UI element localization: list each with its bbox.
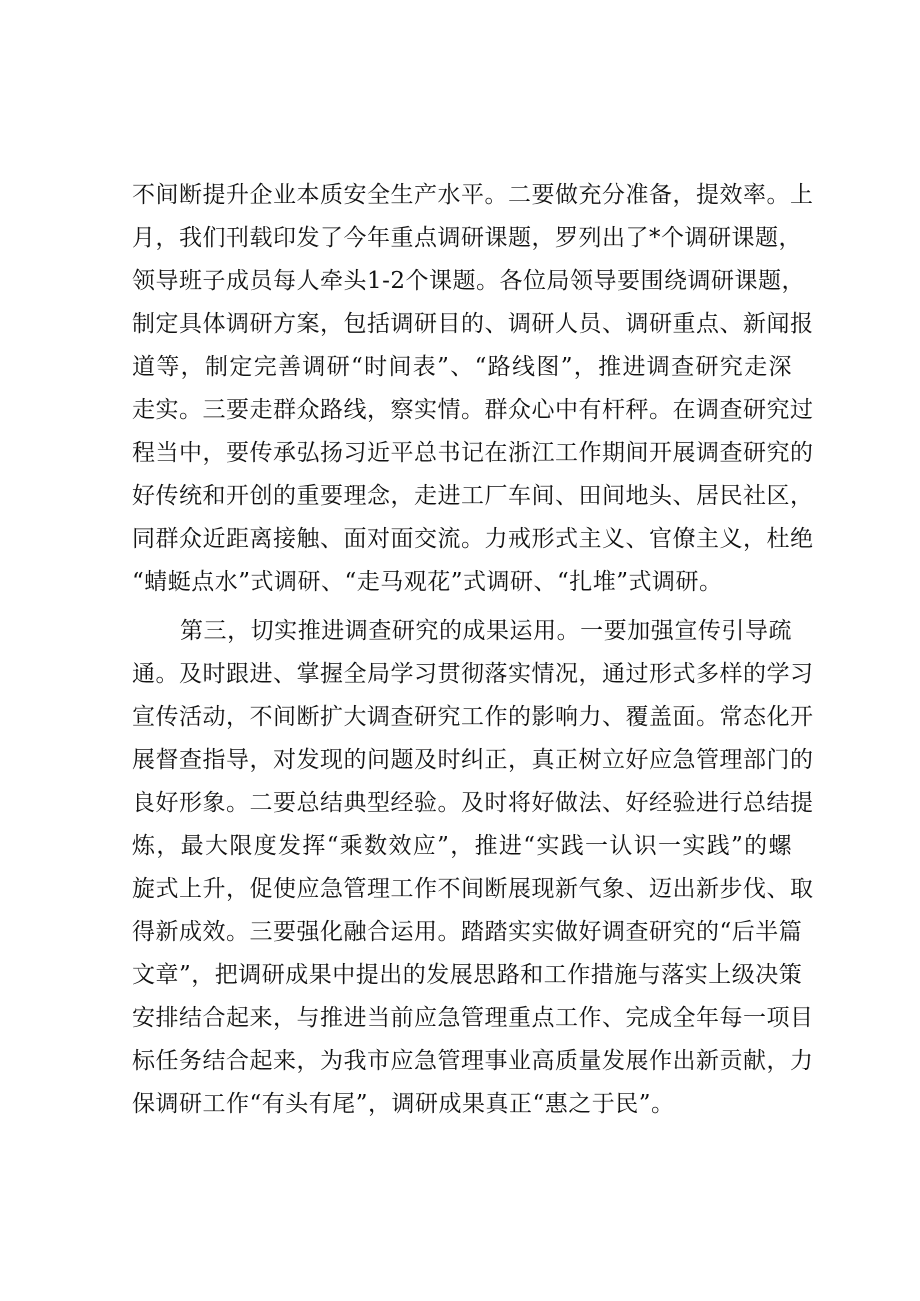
paragraph-line: 月，我们刊载印发了今年重点调研课题，罗列出了*个调研课题，: [132, 225, 802, 251]
paragraph-line: 通。及时跟进、掌握全局学习贯彻落实情况，通过形式多样的学习: [132, 661, 814, 687]
paragraph-line: 同群众近距离接触、面对面交流。力戒形式主义、官僚主义，杜绝: [132, 526, 814, 552]
paragraph-line: 炼，最大限度发挥“乘数效应”，推进“实践一认识一实践”的螺: [132, 833, 792, 859]
paragraph-line: 制定具体调研方案，包括调研目的、调研人员、调研重点、新闻报: [132, 311, 814, 337]
paragraph-first-line: 第三，切实推进调查研究的成果运用。一要加强宣传引导疏: [180, 618, 792, 644]
paragraph-line: 道等，制定完善调研“时间表”、“路线图”，推进调查研究走深: [132, 354, 792, 380]
paragraph-line: 展督查指导，对发现的问题及时纠正，真正树立好应急管理部门的: [132, 747, 814, 773]
paragraph-line: 不间断提升企业本质安全生产水平。二要做充分准备，提效率。上: [132, 182, 814, 208]
paragraph-line: 走实。三要走群众路线，察实情。群众心中有杆秤。在调查研究过: [132, 397, 814, 423]
paragraph-line: 保调研工作“有头有尾”，调研成果真正“惠之于民”。: [132, 1091, 675, 1117]
paragraph-line: 标任务结合起来，为我市应急管理事业高质量发展作出新贡献，力: [132, 1048, 814, 1074]
paragraph-line: 良好形象。二要总结典型经验。及时将好做法、好经验进行总结提: [132, 790, 814, 816]
paragraph-line: 好传统和开创的重要理念，走进工厂车间、田间地头、居民社区，: [132, 483, 814, 509]
paragraph-line: 得新成效。三要强化融合运用。踏踏实实做好调查研究的“后半篇: [132, 919, 803, 945]
paragraph-line: 宣传活动，不间断扩大调查研究工作的影响力、覆盖面。常态化开: [132, 704, 814, 730]
paragraph-line: 旋式上升，促使应急管理工作不间断展现新气象、迈出新步伐、取: [132, 876, 814, 902]
paragraph-line: 领导班子成员每人牵头1-2个课题。各位局领导要围绕调研课题，: [132, 268, 806, 294]
paragraph-line: 程当中，要传承弘扬习近平总书记在浙江工作期间开展调查研究的: [132, 440, 814, 466]
paragraph-line: 安排结合起来，与推进当前应急管理重点工作、完成全年每一项目: [132, 1005, 814, 1031]
paragraph-line: 文章”，把调研成果中提出的发展思路和工作措施与落实上级决策: [132, 962, 803, 988]
paragraph-line: “蜻蜓点水”式调研、“走马观花”式调研、“扎堆”式调研。: [132, 569, 723, 595]
